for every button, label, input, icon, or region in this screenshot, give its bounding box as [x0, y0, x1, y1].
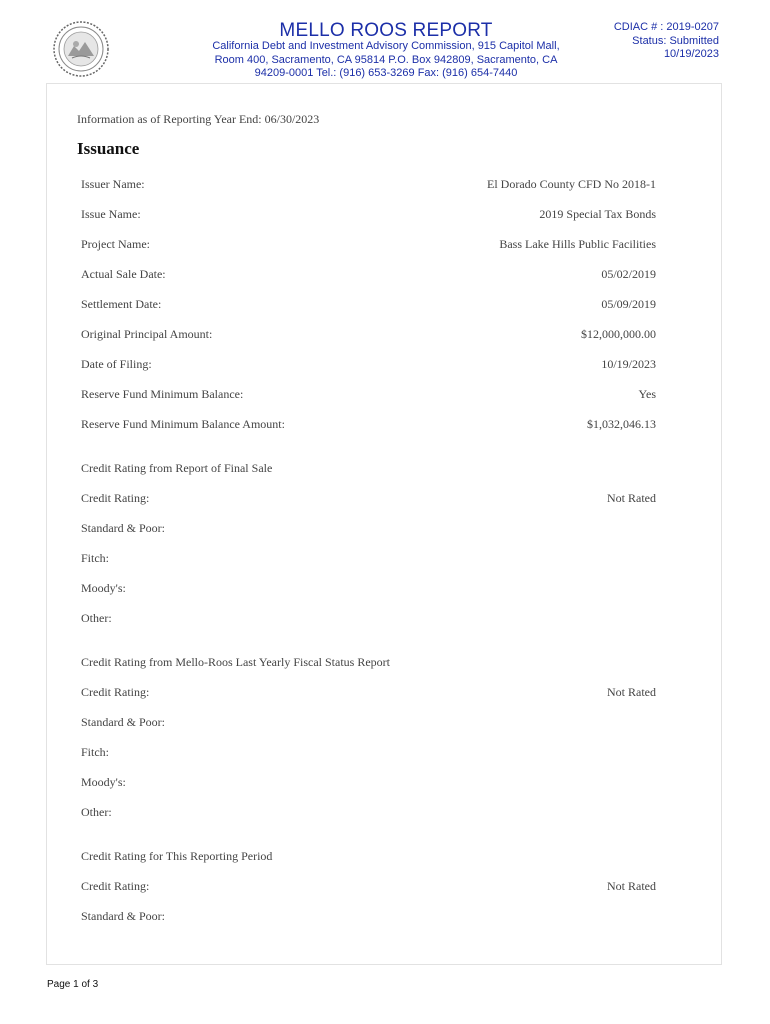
field-label: Credit Rating:: [81, 491, 150, 505]
field-label: Credit Rating:: [81, 685, 150, 699]
field-row: [81, 551, 656, 567]
field-value: $1,032,046.13: [587, 417, 656, 431]
report-title: MELLO ROOS REPORT: [279, 20, 493, 41]
field-label: Standard & Poor:: [81, 521, 165, 535]
field-value: Yes: [638, 387, 656, 401]
field-value: Not Rated: [607, 491, 656, 505]
field-row: [81, 297, 656, 313]
field-row: [81, 879, 656, 895]
cdiac-number: CDIAC # : 2019-0207: [613, 21, 719, 33]
field-value: Not Rated: [607, 879, 656, 893]
field-row: [81, 267, 656, 283]
field-row: [81, 685, 656, 701]
commission-address: [196, 40, 576, 81]
rating-group-heading: Credit Rating from Mello-Roos Last Yearly Fiscal Status Report: [81, 655, 390, 669]
field-label: Project Name:: [81, 237, 150, 251]
field-row: [81, 491, 656, 507]
field-row: [81, 357, 656, 373]
field-row: [81, 327, 656, 343]
field-label: Date of Filing:: [81, 357, 152, 371]
field-value: $12,000,000.00: [581, 327, 656, 341]
field-label: Other:: [81, 611, 112, 625]
field-value: Bass Lake Hills Public Facilities: [499, 237, 656, 251]
field-row: [81, 417, 656, 433]
field-label: Fitch:: [81, 745, 110, 759]
field-row: [81, 237, 656, 253]
field-label: Standard & Poor:: [81, 715, 165, 729]
field-row: [81, 805, 656, 821]
field-label: Credit Rating:: [81, 879, 150, 893]
field-row: [81, 581, 656, 597]
field-label: Actual Sale Date:: [81, 267, 166, 281]
field-row: [81, 207, 656, 223]
field-row: [81, 909, 656, 925]
field-value: 2019 Special Tax Bonds: [539, 207, 656, 221]
field-row: [81, 611, 656, 627]
field-row: [81, 745, 656, 761]
field-label: Moody's:: [81, 775, 126, 789]
field-row: [81, 715, 656, 731]
state-seal-icon: [52, 20, 110, 78]
status-text: Status: Submitted: [632, 34, 719, 47]
field-row: [81, 177, 656, 193]
field-value: Not Rated: [607, 685, 656, 699]
report-meta: [614, 21, 719, 62]
field-label: Other:: [81, 805, 112, 819]
field-label: Reserve Fund Minimum Balance Amount:: [81, 417, 285, 431]
address-line: California Debt and Investment Advisory Commission, 915 Capitol Mall,: [212, 40, 560, 52]
field-label: Reserve Fund Minimum Balance:: [81, 387, 244, 401]
field-row: [81, 387, 656, 403]
section-title-issuance: Issuance: [77, 139, 140, 158]
field-label: Issuer Name:: [81, 177, 145, 191]
field-value: 05/02/2019: [601, 267, 656, 281]
field-value: El Dorado County CFD No 2018-1: [487, 177, 656, 191]
field-value: 05/09/2019: [601, 297, 656, 311]
status-date: 10/19/2023: [663, 48, 719, 60]
field-value: 10/19/2023: [601, 357, 656, 371]
rating-group-heading: Credit Rating from Report of Final Sale: [81, 461, 273, 475]
reporting-year-info: Information as of Reporting Year End: 06/30/2023: [77, 112, 320, 126]
address-line: Room 400, Sacramento, CA 95814 P.O. Box 942809, Sacramento, CA: [214, 53, 558, 66]
field-label: Issue Name:: [81, 207, 141, 221]
field-label: Settlement Date:: [81, 297, 162, 311]
field-label: Fitch:: [81, 551, 110, 565]
field-label: Standard & Poor:: [81, 909, 165, 923]
rating-group-heading: Credit Rating for This Reporting Period: [81, 849, 273, 863]
field-label: Moody's:: [81, 581, 126, 595]
page-number: Page 1 of 3: [47, 979, 99, 990]
field-label: Original Principal Amount:: [81, 327, 213, 341]
field-row: [81, 521, 656, 537]
address-line: 94209-0001 Tel.: (916) 653-3269 Fax: (916) 654-7440: [254, 67, 518, 79]
field-row: [81, 775, 656, 791]
